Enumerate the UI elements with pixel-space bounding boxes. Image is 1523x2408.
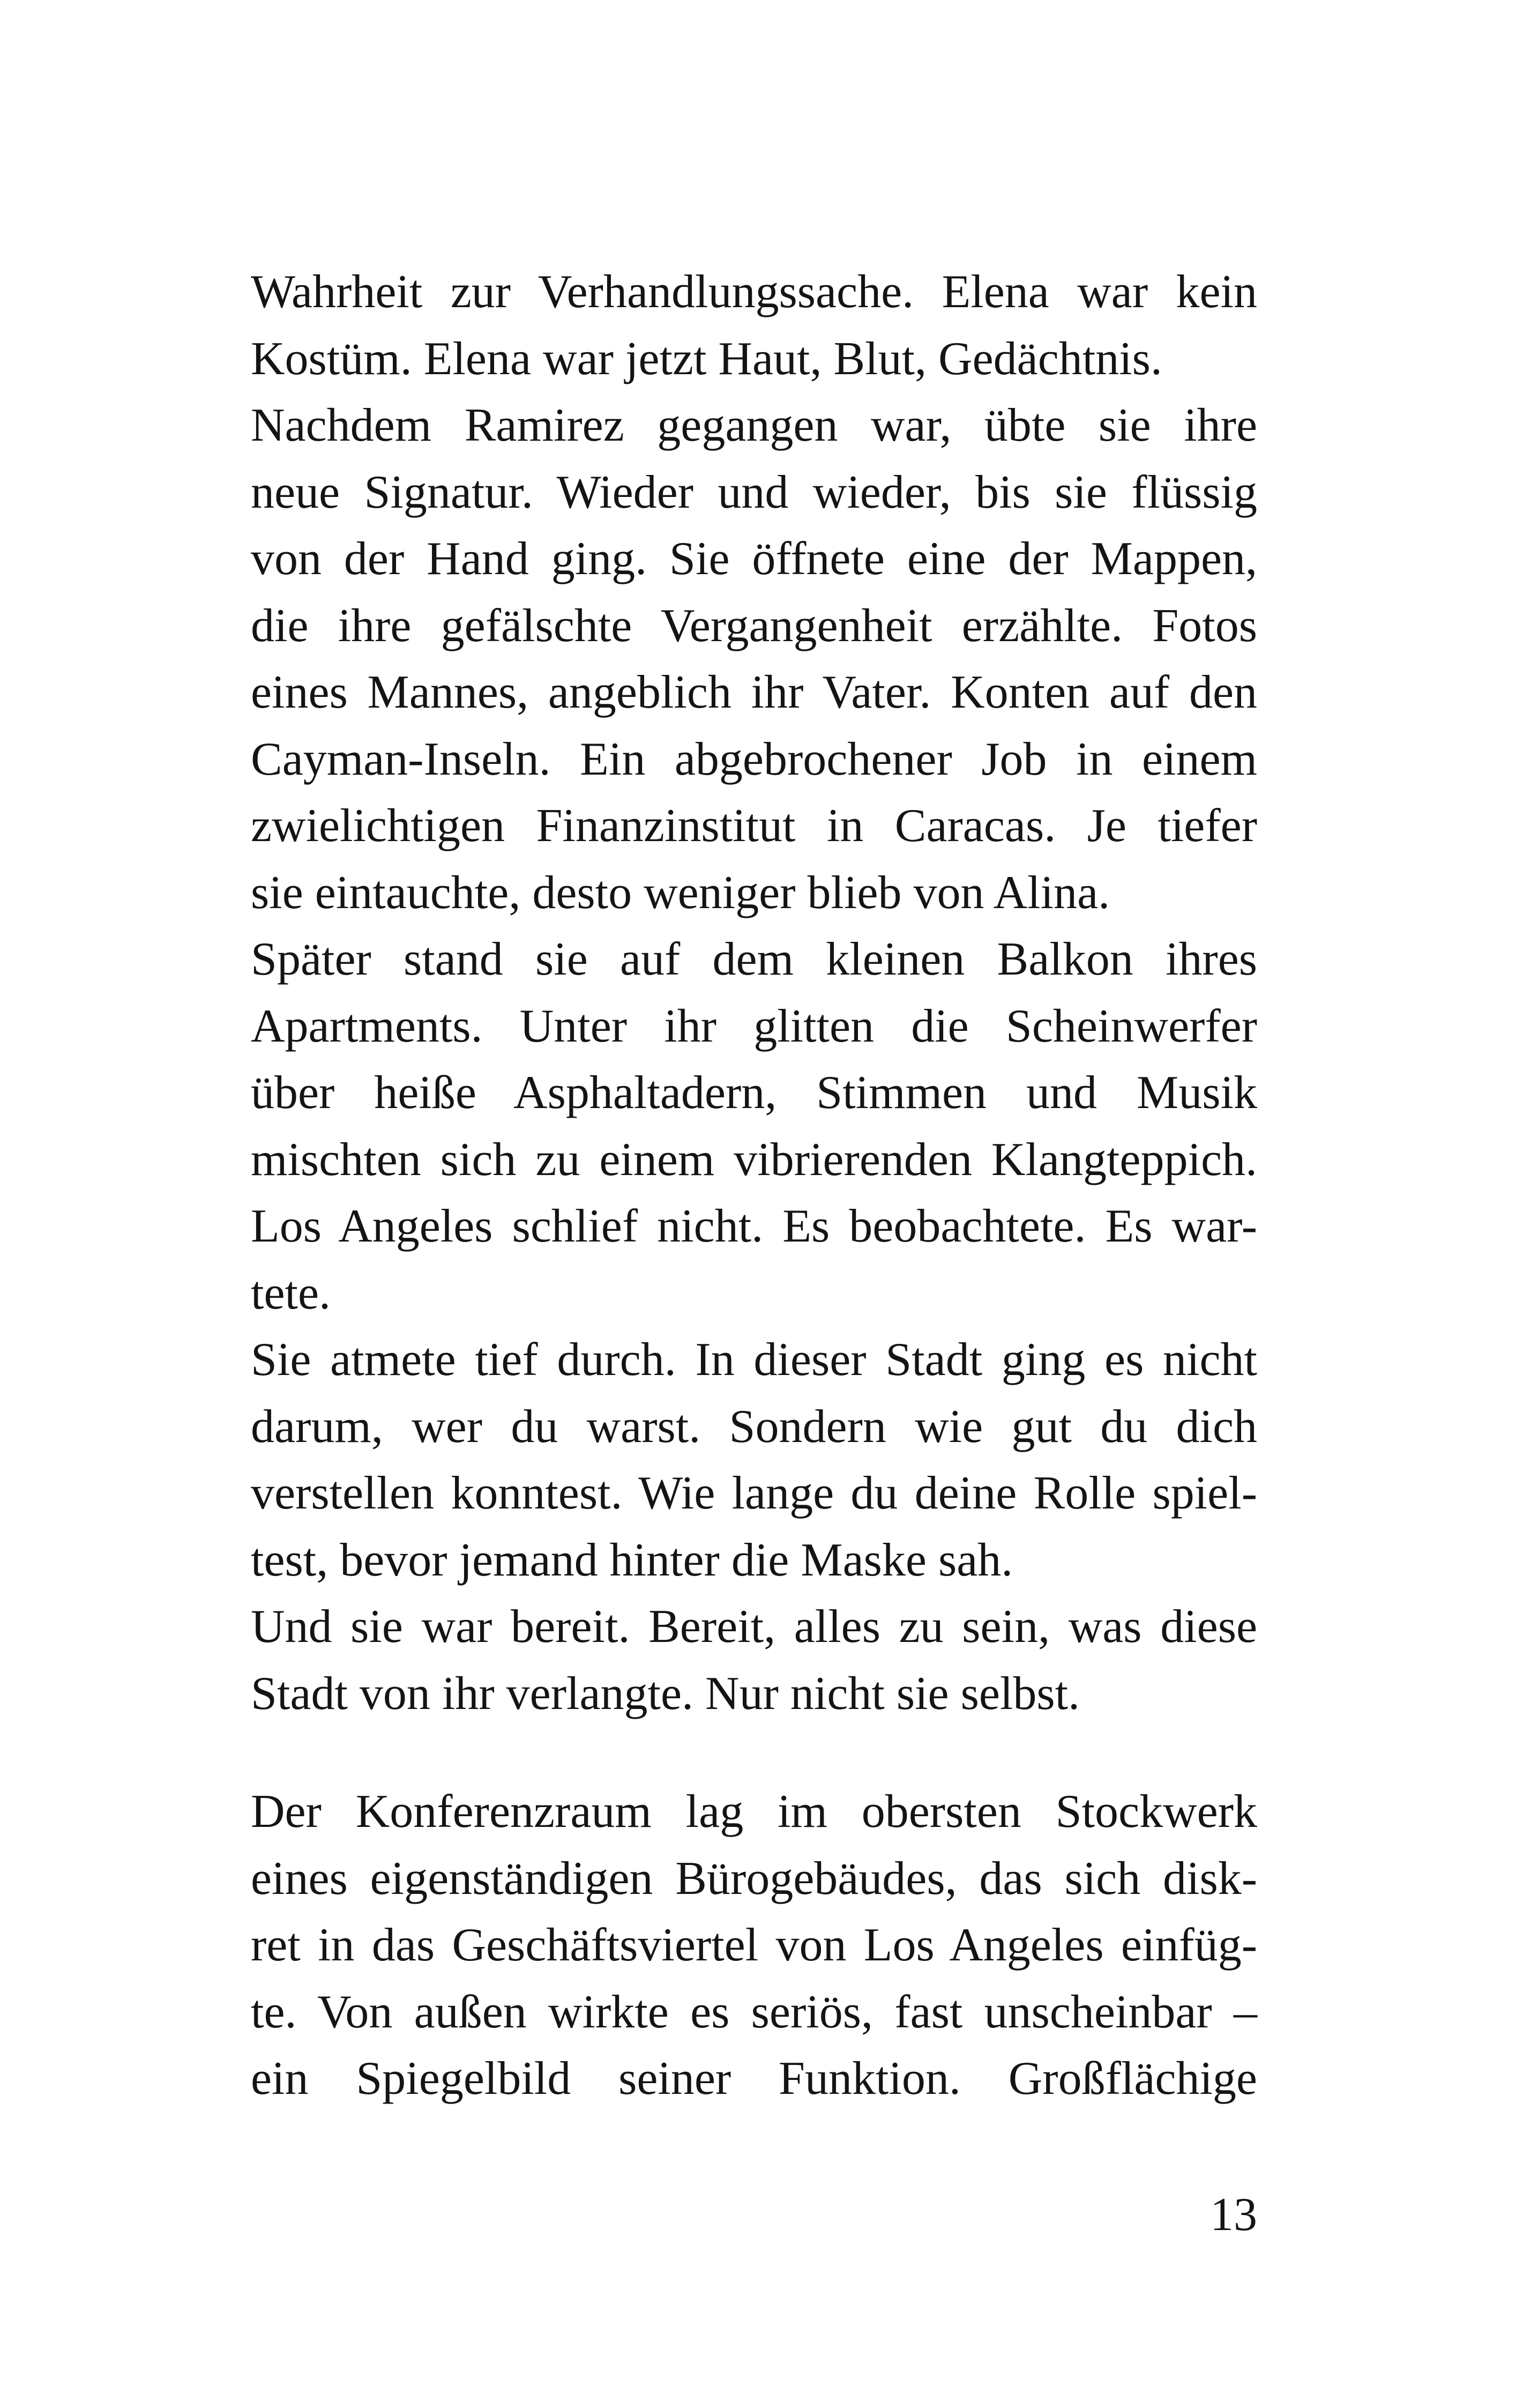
- text-line: eines eigenständigen Bürogebäudes, das sich disk-: [251, 1852, 1257, 1905]
- text-line: Apartments. Unter ihr glitten die Scheinwerfer: [251, 1000, 1257, 1052]
- text-line: neue Signatur. Wieder und wieder, bis sie flüssig: [251, 466, 1257, 518]
- text-line: sie eintauchte, desto weniger blieb von Alina.: [251, 866, 1110, 919]
- text-line: über heiße Asphaltadern, Stimmen und Musik: [251, 1067, 1257, 1119]
- text-block-1: [251, 259, 1257, 1727]
- text-line: mischten sich zu einem vibrierenden Klangteppich.: [251, 1133, 1257, 1186]
- text-line: Kostüm. Elena war jetzt Haut, Blut, Gedächtnis.: [251, 332, 1162, 385]
- text-line: Wahrheit zur Verhandlungssache. Elena war kein: [251, 266, 1257, 318]
- text-line: Los Angeles schlief nicht. Es beobachtete. Es war-: [251, 1200, 1257, 1252]
- text-line: Nachdem Ramirez gegangen war, übte sie ihre: [251, 399, 1257, 451]
- text-line: darum, wer du warst. Sondern wie gut du dich: [251, 1400, 1257, 1453]
- text-line: Später stand sie auf dem kleinen Balkon ihres: [251, 933, 1257, 985]
- text-line: verstellen konntest. Wie lange du deine Rolle spiel-: [251, 1467, 1257, 1519]
- text-line: ein Spiegelbild seiner Funktion. Großflächige: [251, 2053, 1257, 2105]
- text-line: zwielichtigen Finanzinstitut in Caracas. Je tiefer: [251, 800, 1257, 852]
- page-number: 13: [1210, 2189, 1257, 2241]
- text-line: tete.: [251, 1267, 331, 1319]
- text-line: Und sie war bereit. Bereit, alles zu sein, was diese: [251, 1601, 1257, 1653]
- text-line: ret in das Geschäftsviertel von Los Angeles einfüg-: [251, 1919, 1257, 1971]
- text-line: Der Konferenzraum lag im obersten Stockwerk: [251, 1786, 1257, 1838]
- text-line: Sie atmete tief durch. In dieser Stadt ging es nicht: [251, 1334, 1257, 1386]
- text-line: die ihre gefälschte Vergangenheit erzählte. Fotos: [251, 599, 1257, 652]
- text-line: test, bevor jemand hinter die Maske sah.: [251, 1534, 1013, 1586]
- text-line: von der Hand ging. Sie öffnete eine der Mappen,: [251, 533, 1257, 585]
- text-line: Stadt von ihr verlangte. Nur nicht sie selbst.: [251, 1667, 1080, 1720]
- text-line: eines Mannes, angeblich ihr Vater. Konten auf den: [251, 666, 1257, 718]
- text-line: te. Von außen wirkte es seriös, fast unscheinbar –: [251, 1986, 1257, 2038]
- text-line: Cayman-Inseln. Ein abgebrochener Job in einem: [251, 733, 1257, 785]
- text-block-2: [251, 1779, 1257, 2113]
